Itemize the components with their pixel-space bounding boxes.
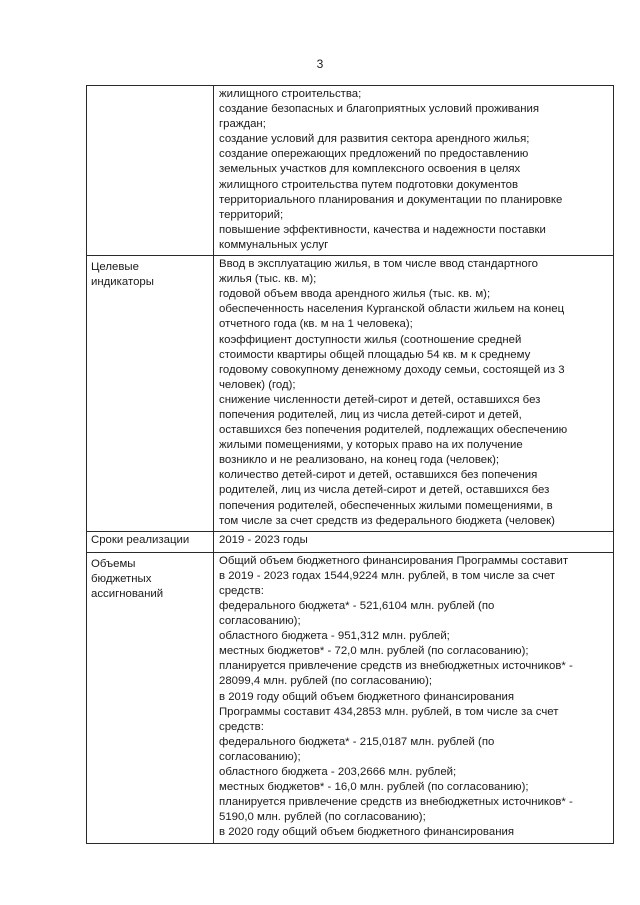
indicators-content-cell	[214, 256, 614, 532]
terms-value: 2019 - 2023 годы	[219, 533, 308, 546]
indicator-line: снижение численности детей-сирот и детей, оставшихся без	[219, 393, 541, 406]
budget-line: областного бюджета - 203,2666 млн. рублей;	[219, 766, 457, 779]
terms-row	[87, 531, 614, 552]
indicator-line: оставшихся без попечения родителей, подлежащих обеспечению	[219, 424, 568, 437]
indicator-line: Ввод в эксплуатацию жилья, в том числе ввод стандартного	[219, 258, 538, 271]
indicator-line: том числе за счет средств из федерального бюджета (человек)	[219, 514, 555, 527]
budget-label: ассигнований	[91, 587, 164, 600]
goals-line: создание опережающих предложений по предоставлению	[219, 148, 529, 161]
budget-line: Общий объем бюджетного финансирования Программы составит	[219, 554, 569, 567]
goals-line: земельных участков для комплексного освоения в целях	[219, 163, 521, 176]
indicator-line: количество детей-сирот и детей, оставшихся без попечения	[219, 469, 538, 482]
terms-label-cell	[87, 531, 214, 552]
goals-line: повышение эффективности, качества и надежности поставки	[219, 223, 546, 236]
budget-line: областного бюджета - 951,312 млн. рублей;	[219, 630, 450, 643]
indicator-line: отчетного года (кв. м на 1 человека);	[219, 318, 413, 331]
goals-line: создание условий для развития сектора арендного жилья;	[219, 133, 530, 146]
budget-line: планируется привлечение средств из внебюджетных источников* -	[219, 660, 573, 673]
budget-line: согласованию);	[219, 750, 301, 763]
goals-content-cell	[214, 86, 614, 256]
budget-line: местных бюджетов* - 72,0 млн. рублей (по согласованию);	[219, 645, 529, 658]
goals-line: территориального планирования и документации по планировке	[219, 193, 563, 206]
budget-line: средств:	[219, 584, 264, 597]
budget-line: местных бюджетов* - 16,0 млн. рублей (по согласованию);	[219, 781, 529, 794]
indicator-line: попечения родителей, лиц из числа детей-сирот и детей,	[219, 408, 522, 421]
budget-label: бюджетных	[91, 572, 152, 585]
page-number: 3	[316, 57, 324, 71]
indicators-label: Целевые	[91, 261, 139, 274]
terms-content-cell	[214, 531, 614, 552]
indicators-label-cell	[87, 256, 214, 532]
budget-line: в 2020 году общий объем бюджетного финансирования	[219, 826, 515, 839]
goals-row	[87, 86, 614, 256]
program-passport-table	[86, 85, 614, 844]
budget-line: в 2019 - 2023 годах 1544,9224 млн. рублей, в том числе за счет	[219, 569, 556, 582]
budget-line: планируется привлечение средств из внебюджетных источников* -	[219, 796, 573, 809]
goals-line: жилищного строительства путем подготовки документов	[219, 178, 519, 191]
indicator-line: коэффициент доступности жилья (соотношение средней	[219, 333, 522, 346]
terms-label: Сроки реализации	[91, 533, 190, 546]
budget-row	[87, 552, 614, 843]
indicator-line: попечения родителей, обеспеченных жилыми помещениями, в	[219, 499, 553, 512]
indicator-line: человек) (год);	[219, 378, 296, 391]
indicators-row	[87, 256, 614, 532]
indicator-line: родителей, лиц из числа детей-сирот и детей, оставшихся без	[219, 484, 550, 497]
budget-line: 5190,0 млн. рублей (по согласованию);	[219, 811, 426, 824]
indicator-line: годовой объем ввода арендного жилья (тыс. кв. м);	[219, 288, 491, 301]
budget-line: федерального бюджета* - 521,6104 млн. рублей (по	[219, 600, 495, 612]
indicator-line: жилья (тыс. кв. м);	[219, 273, 317, 286]
budget-line: в 2019 году общий объем бюджетного финансирования	[219, 690, 515, 703]
goals-line: территорий;	[219, 208, 284, 221]
budget-label: Объемы	[91, 557, 136, 570]
indicator-line: жилыми помещениями, у которых право на их получение	[219, 439, 523, 452]
goals-line: создание безопасных и благоприятных условий проживания	[219, 103, 540, 116]
goals-label-cell	[87, 86, 214, 256]
budget-line: федерального бюджета* - 215,0187 млн. рублей (по	[219, 735, 495, 748]
budget-line: средств:	[219, 720, 264, 733]
budget-line: согласованию);	[219, 615, 301, 628]
budget-line: 28099,4 млн. рублей (по согласованию);	[219, 675, 433, 688]
budget-content-cell	[214, 552, 614, 843]
indicator-line: обеспеченность населения Курганской области жильем на конец	[219, 303, 565, 316]
indicator-line: возникло и не реализовано, на конец года (человек);	[219, 454, 500, 467]
indicator-line: годовому совокупному денежному доходу семьи, состоящей из 3	[219, 363, 565, 376]
goals-line: коммунальных услуг	[219, 238, 329, 251]
budget-line: Программы составит 434,2853 млн. рублей, в том числе за счет	[219, 705, 559, 718]
goals-line: жилищного строительства;	[219, 88, 362, 100]
indicator-line: стоимости квартиры общей площадью 54 кв. м к среднему	[219, 348, 531, 361]
indicators-label: индикаторы	[91, 276, 154, 289]
budget-label-cell	[87, 552, 214, 843]
goals-line: граждан;	[219, 118, 266, 131]
